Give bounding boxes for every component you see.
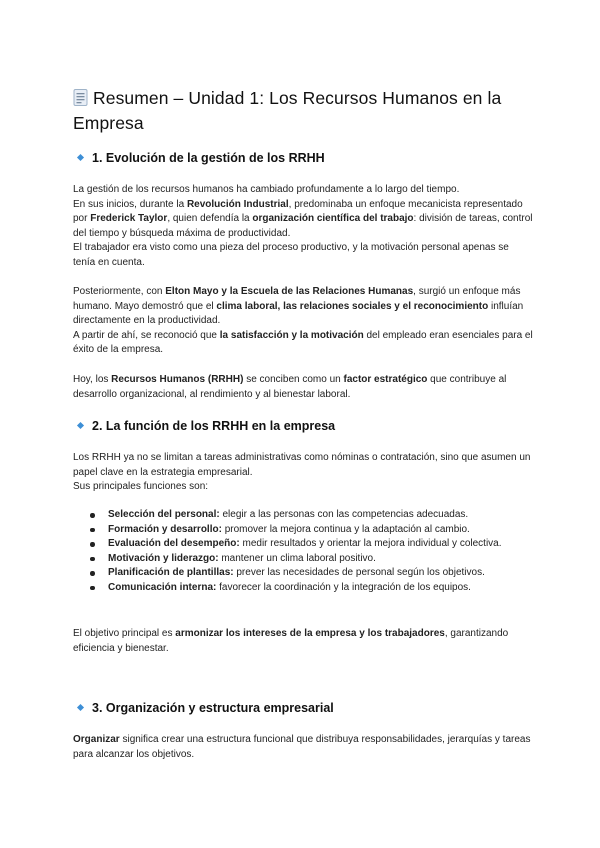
bullet-icon [90, 542, 95, 547]
document-icon [73, 88, 88, 105]
diamond-bullet-icon [77, 704, 84, 711]
list-item: Formación y desarrollo: promover la mejora continua y la adaptación al cambio. [86, 523, 526, 538]
section-1-paragraph-2: Posteriormente, con Elton Mayo y la Escuela de las Relaciones Humanas, surgió un enfoque más humano. Mayo demostró que el clima laboral, las relaciones sociales y el reconocimiento influían directamente en la productividad. A partir de ahí, se reconoció que la satisfacción y la motivación del empleado eran esenciales para el éxito de la empresa. [73, 286, 533, 356]
section-1-paragraph-1: La gestión de los recursos humanos ha cambiado profundamente a lo largo del tiempo. En sus inicios, durante la Revolución Industrial, predominaba un enfoque mecanicista representado por Frederick Taylor, quien defendía la organización científica del trabajo: división de tareas, control del tiempo y búsqueda máxima de productividad. El trabajador era visto como una pieza del proceso productivo, y la motivación personal apenas se tenía en cuenta. [73, 184, 533, 268]
section-2-paragraph-2: El objetivo principal es armonizar los intereses de la empresa y los trabajadores, garantizando eficiencia y bienestar. [73, 628, 509, 654]
section-3-paragraph-1: Organizar significa crear una estructura funcional que distribuya responsabilidades, jerarquías y tareas para alcanzar los objetivos. [73, 734, 531, 760]
bullet-icon [90, 557, 95, 562]
list-item: Motivación y liderazgo: mantener un clima laboral positivo. [86, 552, 526, 567]
section-3-heading: 3. Organización y estructura empresarial [73, 700, 334, 716]
section-1-paragraph-3: Hoy, los Recursos Humanos (RRHH) se conciben como un factor estratégico que contribuye al desarrollo organizacional, al rendimiento y al bienestar laboral. [73, 374, 507, 400]
bullet-icon [90, 528, 95, 533]
title-line-2: Empresa [73, 113, 144, 133]
list-item: Comunicación interna: favorecer la coordinación y la integración de los equipos. [86, 581, 526, 596]
section-1-heading: 1. Evolución de la gestión de los RRHH [73, 150, 325, 166]
section-2-heading: 2. La función de los RRHH en la empresa [73, 418, 335, 434]
list-item: Evaluación del desempeño: medir resultados y orientar la mejora individual y colectiva. [86, 537, 526, 552]
bullet-icon [90, 571, 95, 576]
list-item: Planificación de plantillas: prever las necesidades de personal según los objetivos. [86, 566, 526, 581]
bullet-icon [90, 513, 95, 518]
list-item: Selección del personal: elegir a las personas con las competencias adecuadas. [86, 508, 526, 523]
bullet-icon [90, 586, 95, 591]
title-line-1: Resumen – Unidad 1: Los Recursos Humanos en la [93, 88, 502, 108]
functions-list [86, 508, 526, 596]
section-2-paragraph-1: Los RRHH ya no se limitan a tareas administrativas como nóminas o contratación, sino que asumen un papel clave en la estrategia empresarial. Sus principales funciones son: [73, 452, 531, 493]
diamond-bullet-icon [77, 154, 84, 161]
diamond-bullet-icon [77, 422, 84, 429]
document-title [73, 86, 533, 136]
